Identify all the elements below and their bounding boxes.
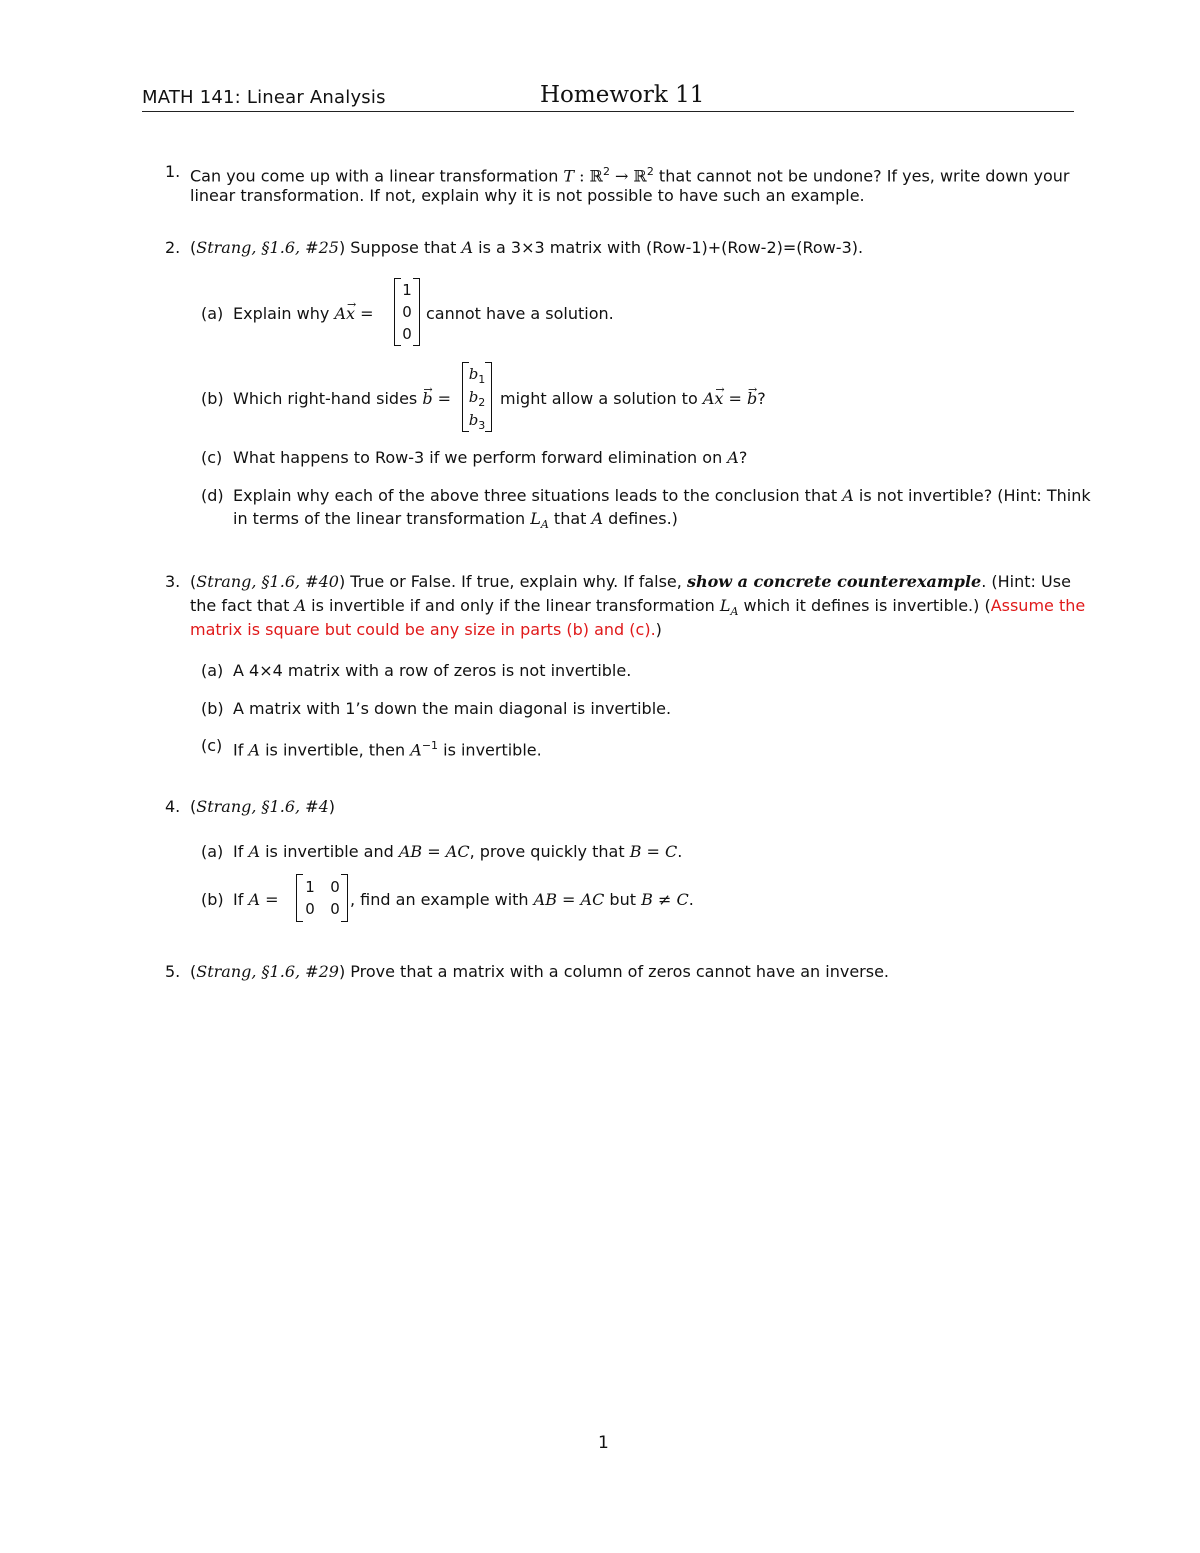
problem-2c-text: What happens to Row-3 if we perform forward elimination on A? [233, 448, 748, 467]
problem-1-number: 1. [165, 162, 181, 181]
header-rule [142, 111, 1074, 112]
vector-entry-b2: $b_2$ [468, 388, 486, 409]
problem-3-line-2: the fact that A is invertible if and only if the linear transformation $L_A$ which it defines is invertible.) (Assume the [190, 596, 1086, 619]
problem-4b-text-post: , find an example with AB = AC but B ≠ C. [350, 890, 694, 909]
problem-1-line-1: Can you come up with a linear transformation T : ℝ$^2$ → ℝ$^2$ that cannot not be undone? If yes, write down your [190, 165, 1070, 186]
problem-5-text: (Strang, §1.6, #29) Prove that a matrix with a column of zeros cannot have an inverse. [190, 962, 890, 981]
problem-2d-label: (d) [201, 486, 224, 505]
problem-2-number: 2. [165, 238, 181, 257]
course-name: MATH 141: Linear Analysis [142, 87, 386, 108]
problem-3-number: 3. [165, 572, 181, 591]
matrix-entry: 0 [330, 878, 340, 896]
problem-3a-text: A 4×4 matrix with a row of zeros is not invertible. [233, 661, 632, 680]
page-title: Homework 11 [540, 82, 705, 108]
problem-2a-text-pre: Explain why A→ x = [233, 304, 374, 324]
vector-100 [394, 278, 420, 346]
problem-2a-label: (a) [201, 304, 224, 323]
problem-2d-line-2: in terms of the linear transformation $L_A$ that A defines.) [233, 509, 678, 532]
problem-2c-label: (c) [201, 448, 223, 467]
problem-4b-text-pre: If A = [233, 890, 279, 909]
problem-3b-text: A matrix with 1’s down the main diagonal is invertible. [233, 699, 672, 718]
problem-2b-label: (b) [201, 389, 224, 408]
problem-2d-line-1: Explain why each of the above three situations leads to the conclusion that A is not invertible? (Hint: Think [233, 486, 1091, 505]
problem-4b-label: (b) [201, 890, 224, 909]
matrix-entry: 0 [330, 900, 340, 918]
problem-2-line-1: (Strang, §1.6, #25) Suppose that A is a 3×3 matrix with (Row-1)+(Row-2)=(Row-3). [190, 238, 864, 257]
problem-4a-label: (a) [201, 842, 224, 861]
problem-3-line-3: matrix is square but could be any size in parts (b) and (c).) [190, 620, 662, 639]
matrix-a-2x2 [296, 874, 348, 922]
problem-3a-label: (a) [201, 661, 224, 680]
problem-2b-text-post: might allow a solution to A→ x = → b? [500, 389, 766, 409]
problem-4-number: 4. [165, 797, 181, 816]
vector-entry-b1: $b_1$ [468, 365, 486, 386]
problem-3-line-1: (Strang, §1.6, #40) True or False. If true, explain why. If false, show a concrete counterexample. (Hint: Use [190, 572, 1071, 591]
vector-entry: 1 [402, 281, 412, 299]
problem-2b-text-pre: Which right-hand sides → b = [233, 389, 451, 409]
problem-3c-text: If A is invertible, then $A^{-1}$ is invertible. [233, 739, 542, 760]
problem-3b-label: (b) [201, 699, 224, 718]
matrix-entry: 1 [305, 878, 315, 896]
problem-4a-text: If A is invertible and AB = AC, prove quickly that B = C. [233, 842, 683, 861]
vector-entry: 0 [402, 303, 412, 321]
vector-b [462, 362, 492, 432]
problem-5-number: 5. [165, 962, 181, 981]
problem-2a-text-post: cannot have a solution. [426, 304, 614, 323]
vector-entry: 0 [402, 325, 412, 343]
problem-4-citation: (Strang, §1.6, #4) [190, 797, 335, 816]
page-number: 1 [598, 1433, 609, 1453]
matrix-entry: 0 [305, 900, 315, 918]
vector-entry-b3: $b_3$ [468, 411, 486, 432]
problem-1-line-2: linear transformation. If not, explain why it is not possible to have such an example. [190, 186, 865, 205]
problem-3c-label: (c) [201, 736, 223, 755]
